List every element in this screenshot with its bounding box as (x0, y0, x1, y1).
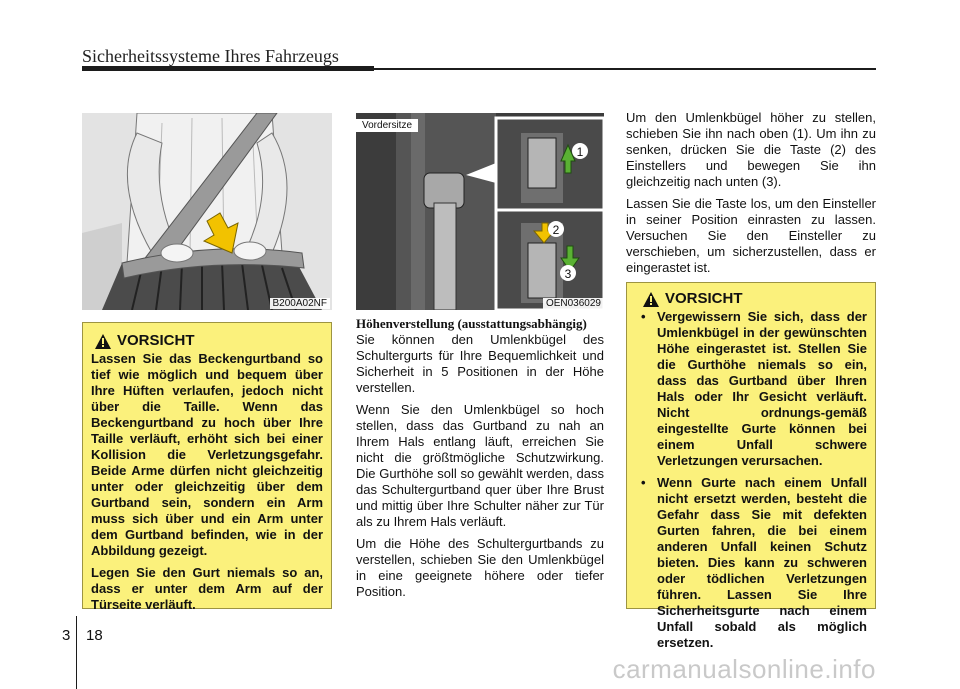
bullet: • (641, 309, 646, 324)
warning-title: VORSICHT (117, 332, 195, 349)
figure-code: B200A02NF (270, 298, 330, 309)
warning-list (635, 309, 867, 651)
warning-paragraph: Lassen Sie das Beckengurtband so tief wie möglich und bequem über Ihre Hüften verlaufen, jedoch nicht über die Taille. Wenn das Beckengurtband zu hoch über Ihre Taille verläuft, erhöht sich bei einer Kollision die Verletzungsgefahr. Beide Arme dürfen nicht gleichzeitig unter oder gleichzeitig über dem Gurtband sein, sondern ein Arm muss sich über und ein Arm unter dem Gurtband befinden, wie in der Abbildung gezeigt. (91, 351, 323, 558)
page-number: 18 (86, 627, 103, 644)
figure-lap-belt (82, 113, 332, 310)
body-paragraph: Um die Höhe des Schultergurtbands zu verstellen, schieben Sie den Umlenkbügel in eine geeignete höhere oder tiefer Position. (356, 536, 604, 599)
height-adjuster-illustration (356, 113, 604, 310)
warning-list-item: • Vergewissern Sie sich, dass der Umlenkbügel in der gewünschten Höhe eingerastet ist. Stellen Sie die Gurthöhe niemals so ein, dass das Gurtband über Ihren Hals oder Ihr Gesicht verläuft. Nicht ordnungs-gemäß eingestellte Gurte können bei einem Unfall schwere Verletzungen verursachen. (641, 309, 867, 468)
warning-paragraph: Legen Sie den Gurt niemals so an, dass er unter dem Arm auf der Türseite verläuft. (91, 565, 323, 612)
body-paragraph: Wenn Sie den Umlenkbügel so hoch stellen, dass das Gurtband zu nah an Ihrem Hals entlang läuft, erreichen Sie nicht die größtmögliche Schutzwirkung. Die Gurthöhe soll so gewählt werden, dass das Schultergurtband quer über Ihre Brust und mittig über Ihre Schulter näher zur Tür als zu Ihrem Hals verläuft. (356, 402, 604, 529)
body-paragraph: Lassen Sie die Taste los, um den Einsteller in seiner Position einrasten zu lassen. Versuchen Sie den Einsteller zu verschieben, um sicherzustellen, dass er eingerastet ist. (626, 196, 876, 275)
warning-triangle-icon (95, 334, 111, 349)
figure-code: OEN036029 (543, 298, 604, 309)
marker-3: 3 (564, 267, 572, 281)
header-rule-thin (374, 68, 876, 70)
bullet: • (641, 475, 646, 490)
figure-label: Vordersitze (356, 119, 418, 132)
marker-2: 2 (552, 223, 560, 237)
chapter-number: 3 (62, 627, 71, 644)
page-header-title: Sicherheitssysteme Ihres Fahrzeugs (82, 46, 339, 66)
marker-1: 1 (576, 145, 584, 159)
figure-height-adjuster (356, 113, 604, 310)
warning-title: VORSICHT (665, 290, 743, 307)
header-rule-thick (82, 66, 374, 71)
watermark: carmanualsonline.info (612, 654, 876, 684)
body-paragraph: Sie können den Umlenkbügel des Schultergurts für Ihre Bequemlichkeit und Sicherheit in 5 Positionen in der Höhe verstellen. (356, 332, 604, 395)
middle-column (356, 316, 604, 606)
page-number-separator (76, 616, 77, 689)
warning-box-left (82, 322, 332, 612)
warning-list-item: • Wenn Gurte nach einem Unfall nicht ersetzt werden, besteht die Gefahr dass Sie mit defekten Gurten fahren, die bei einem anderen Unfall keinen Schutz bieten. Dies kann zu schweren oder tödlichen Verletzungen führen. Lassen Sie Ihre Sicherheitsgurte nach einem Unfall sobald als möglich ersetzen. (641, 475, 867, 650)
warning-triangle-icon (643, 292, 659, 307)
body-paragraph: Um den Umlenkbügel höher zu stellen, schieben Sie ihn nach oben (1). Um ihn zu senken, drücken Sie die Taste (2) des Einstellers und bewegen Sie ihn gleichzeitig nach unten (3). (626, 110, 876, 189)
section-subheading: Höhenverstellung (ausstattungsabhängig) (356, 316, 587, 331)
lap-belt-illustration (82, 113, 332, 310)
warning-box-right (626, 282, 876, 650)
right-column (626, 110, 876, 282)
